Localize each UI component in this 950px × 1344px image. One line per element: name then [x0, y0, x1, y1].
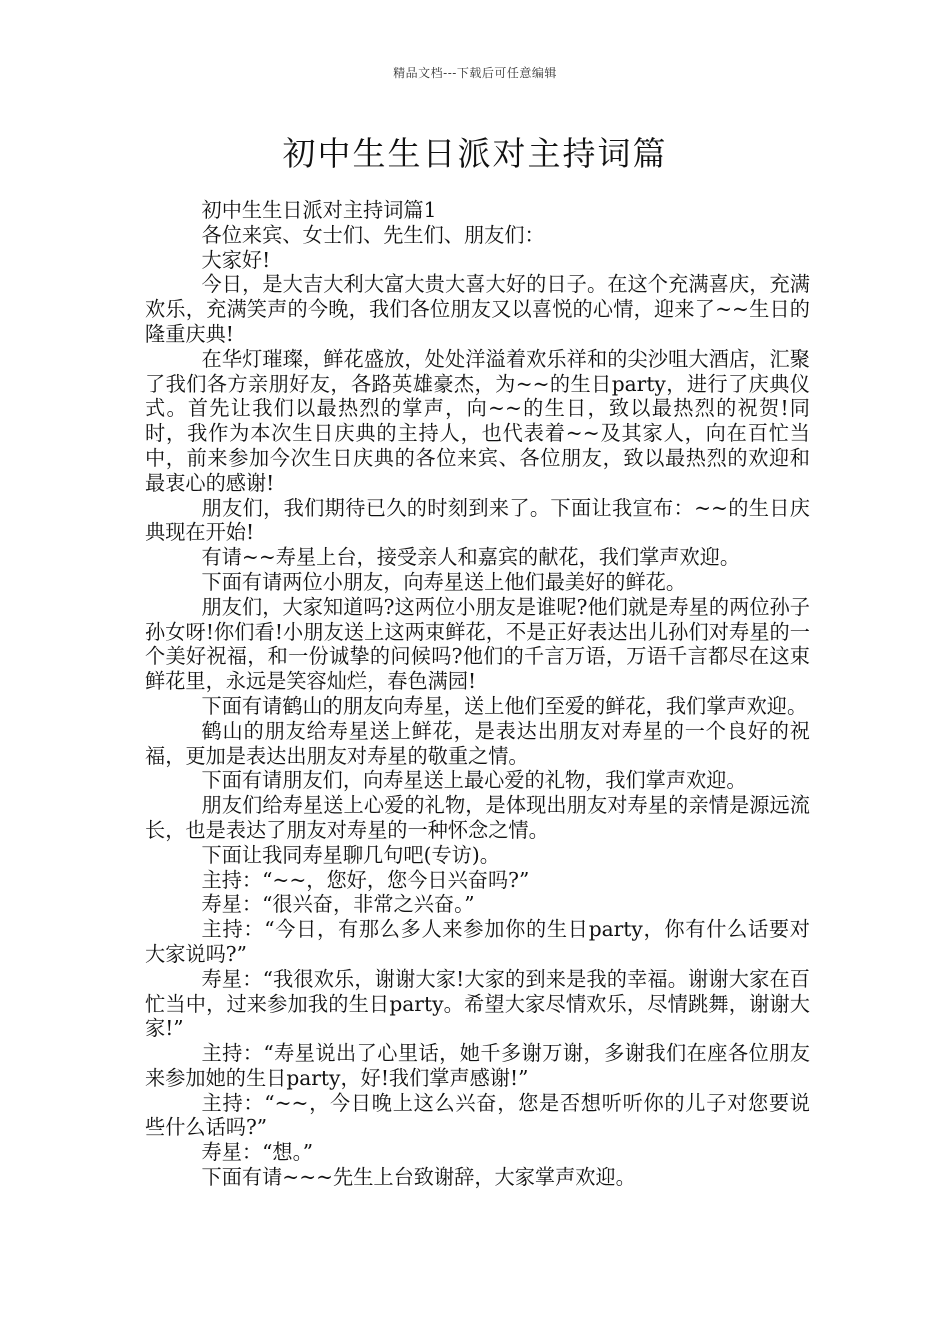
- paragraph: 主持：“~~，今日晚上这么兴奋，您是否想听听你的儿子对您要说些什么话吗?”: [145, 1090, 810, 1140]
- paragraph: 大家好!: [201, 247, 271, 272]
- paragraph: 下面有请~~~先生上台致谢辞，大家掌声欢迎。: [201, 1165, 636, 1190]
- paragraph: 主持：“寿星说出了心里话，她千多谢万谢，多谢我们在座各位朋友来参加她的生日party，好!我们掌声感谢!”: [145, 1041, 810, 1090]
- paragraph: 朋友们给寿星送上心爱的礼物，是体现出朋友对寿星的亲情是源远流长，也是表达了朋友对寿星的一种怀念之情。: [145, 793, 810, 842]
- paragraph: 鹤山的朋友给寿星送上鲜花，是表达出朋友对寿星的一个良好的祝福，更加是表达出朋友对寿星的敬重之情。: [145, 718, 810, 768]
- paragraph: 下面有请两位小朋友，向寿星送上他们最美好的鲜花。: [201, 569, 687, 594]
- page-header: 精品文档---下载后可任意编辑: [393, 66, 557, 80]
- paragraph: 寿星：“想。”: [201, 1140, 314, 1165]
- paragraph: 朋友们，我们期待已久的时刻到来了。下面让我宣布：~~的生日庆典现在开始!: [145, 495, 810, 545]
- paragraph: 初中生生日派对主持词篇1: [201, 198, 437, 222]
- paragraph: 有请~~寿星上台，接受亲人和嘉宾的献花，我们掌声欢迎。: [201, 545, 741, 570]
- document-body: [145, 198, 810, 1190]
- paragraph: 主持：“~~，您好，您今日兴奋吗?”: [201, 867, 530, 892]
- paragraph: 各位来宾、女士们、先生们、朋友们：: [201, 222, 545, 247]
- paragraph: 今日，是大吉大利大富大贵大喜大好的日子。在这个充满喜庆，充满欢乐，充满笑声的今晚，我们各位朋友又以喜悦的心情，迎来了~~生日的隆重庆典!: [145, 272, 810, 346]
- paragraph: 寿星：“我很欢乐，谢谢大家!大家的到来是我的幸福。谢谢大家在百忙当中，过来参加我的生日party。希望大家尽情欢乐，尽情跳舞，谢谢大家!”: [145, 966, 810, 1041]
- document-title: 初中生生日派对主持词篇: [282, 134, 668, 173]
- paragraph: 下面有请朋友们，向寿星送上最心爱的礼物，我们掌声欢迎。: [201, 768, 747, 793]
- paragraph: 寿星：“很兴奋，非常之兴奋。”: [201, 892, 475, 917]
- paragraph: 下面有请鹤山的朋友向寿星，送上他们至爱的鲜花，我们掌声欢迎。: [201, 693, 808, 718]
- paragraph: 在华灯璀璨，鲜花盛放，处处洋溢着欢乐祥和的尖沙咀大酒店，汇聚了我们各方亲朋好友，各路英雄豪杰，为~~的生日party，进行了庆典仪式。首先让我们以最热烈的掌声，向~~的生日，致以最热烈的祝贺!同时，我作为本次生日庆典的主持人，也代表着~~及其家人，向在百忙当中，前来参加今次生日庆典的各位来宾、各位朋友，致以最热烈的欢迎和最衷心的感谢!: [145, 346, 810, 495]
- paragraph: 下面让我同寿星聊几句吧(专访)。: [201, 842, 500, 867]
- paragraph: 朋友们，大家知道吗?这两位小朋友是谁呢?他们就是寿星的两位孙子孙女呀!你们看!小朋友送上这两束鲜花，不是正好表达出儿孙们对寿星的一个美好祝福，和一份诚挚的问候吗?他们的千言万语，万语千言都尽在这束鲜花里，永远是笑容灿烂，春色满园!: [145, 594, 810, 694]
- paragraph: 主持：“今日，有那么多人来参加你的生日party，你有什么话要对大家说吗?”: [145, 917, 810, 966]
